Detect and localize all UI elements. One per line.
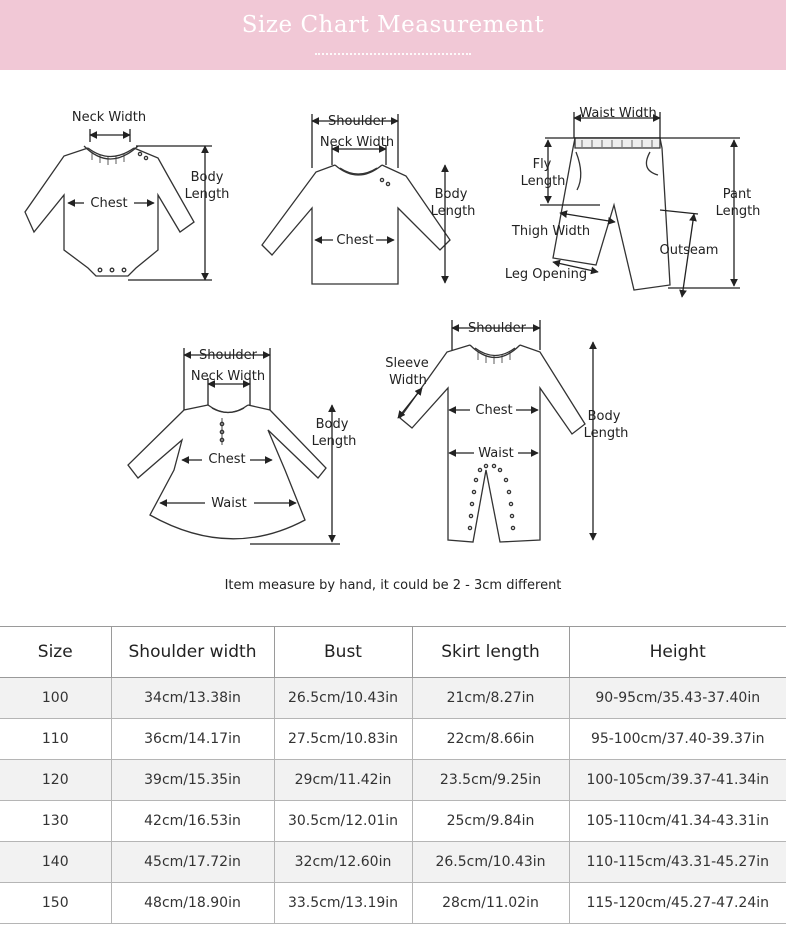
- romper-waist-label: Waist: [478, 446, 514, 461]
- size-cell: 140: [0, 842, 111, 883]
- table-row: [0, 719, 786, 760]
- dress-neck-width-label: Neck Width: [190, 369, 266, 384]
- table-row: [0, 678, 786, 719]
- title-divider: [315, 53, 471, 55]
- bust-cell: 27.5cm/10.83in: [274, 719, 412, 760]
- pants-waist-width-label: Waist Width: [579, 106, 657, 121]
- size-cell: 100: [0, 678, 111, 719]
- dress-chest-label: Chest: [208, 452, 246, 467]
- size-cell: 110: [0, 719, 111, 760]
- romper-diagram: [398, 320, 593, 542]
- romper-body-label: Body: [587, 409, 621, 424]
- page-title: Size Chart Measurement: [241, 12, 545, 38]
- skirt-length-cell: 25cm/9.84in: [412, 801, 569, 842]
- dress-shoulder-label: Shoulder: [199, 348, 257, 363]
- shoulder-cell: 34cm/13.38in: [111, 678, 274, 719]
- skirt-length-cell: 23.5cm/9.25in: [412, 760, 569, 801]
- table-row: [0, 883, 786, 924]
- dress-length-label: Length: [311, 434, 357, 449]
- romper-chest-label: Chest: [475, 403, 513, 418]
- pants-pant-label: Pant: [722, 187, 752, 202]
- shirt-chest-label: Chest: [336, 233, 374, 248]
- skirt-length-cell: 28cm/11.02in: [412, 883, 569, 924]
- table-row: [0, 801, 786, 842]
- pants-pant-length-label: Length: [715, 204, 761, 219]
- pants-thigh-width-label: Thigh Width: [511, 224, 591, 239]
- height-cell: 115-120cm/45.27-47.24in: [569, 883, 786, 924]
- shoulder-cell: 36cm/14.17in: [111, 719, 274, 760]
- size-cell: 150: [0, 883, 111, 924]
- shirt-shoulder-label: Shoulder: [328, 114, 386, 129]
- height-cell: 95-100cm/37.40-39.37in: [569, 719, 786, 760]
- header-bust: Bust: [274, 627, 412, 678]
- size-table: [0, 626, 786, 924]
- bodysuit-length-label: Length: [184, 187, 230, 202]
- header-skirt-length: Skirt length: [412, 627, 569, 678]
- romper-shoulder-label: Shoulder: [468, 321, 526, 336]
- bust-cell: 33.5cm/13.19in: [274, 883, 412, 924]
- size-cell: 120: [0, 760, 111, 801]
- shoulder-cell: 39cm/15.35in: [111, 760, 274, 801]
- height-cell: 90-95cm/35.43-37.40in: [569, 678, 786, 719]
- height-cell: 110-115cm/43.31-45.27in: [569, 842, 786, 883]
- measurement-diagrams: [0, 70, 786, 570]
- bodysuit-body-label: Body: [190, 170, 224, 185]
- shoulder-cell: 48cm/18.90in: [111, 883, 274, 924]
- bust-cell: 29cm/11.42in: [274, 760, 412, 801]
- bodysuit-chest-label: Chest: [90, 196, 128, 211]
- shoulder-cell: 42cm/16.53in: [111, 801, 274, 842]
- height-cell: 100-105cm/39.37-41.34in: [569, 760, 786, 801]
- pants-leg-opening-label: Leg Opening: [504, 267, 588, 282]
- table-row: [0, 842, 786, 883]
- romper-length-label: Length: [583, 426, 629, 441]
- bodysuit-neck-width-label: Neck Width: [71, 110, 147, 125]
- header-shoulder-width: Shoulder width: [111, 627, 274, 678]
- skirt-length-cell: 26.5cm/10.43in: [412, 842, 569, 883]
- header-banner: [0, 0, 786, 70]
- skirt-length-cell: 21cm/8.27in: [412, 678, 569, 719]
- header-size: Size: [0, 627, 111, 678]
- skirt-length-cell: 22cm/8.66in: [412, 719, 569, 760]
- dress-waist-label: Waist: [211, 496, 247, 511]
- pants-outseam-label: Outseam: [659, 243, 719, 258]
- bust-cell: 30.5cm/12.01in: [274, 801, 412, 842]
- bust-cell: 26.5cm/10.43in: [274, 678, 412, 719]
- size-cell: 130: [0, 801, 111, 842]
- bust-cell: 32cm/12.60in: [274, 842, 412, 883]
- measurement-note: Item measure by hand, it could be 2 - 3cm different: [224, 578, 562, 593]
- shirt-neck-width-label: Neck Width: [319, 135, 395, 150]
- romper-sleeve-label: Sleeve: [385, 356, 429, 371]
- shirt-body-label: Body: [434, 187, 468, 202]
- shoulder-cell: 45cm/17.72in: [111, 842, 274, 883]
- romper-width-label: Width: [389, 373, 427, 388]
- table-row: [0, 760, 786, 801]
- pants-fly-label: Fly: [532, 157, 552, 172]
- shirt-length-label: Length: [430, 204, 476, 219]
- dress-body-label: Body: [315, 417, 349, 432]
- height-cell: 105-110cm/41.34-43.31in: [569, 801, 786, 842]
- table-header-row: [0, 627, 786, 678]
- header-height: Height: [569, 627, 786, 678]
- pants-fly-length-label: Length: [520, 174, 566, 189]
